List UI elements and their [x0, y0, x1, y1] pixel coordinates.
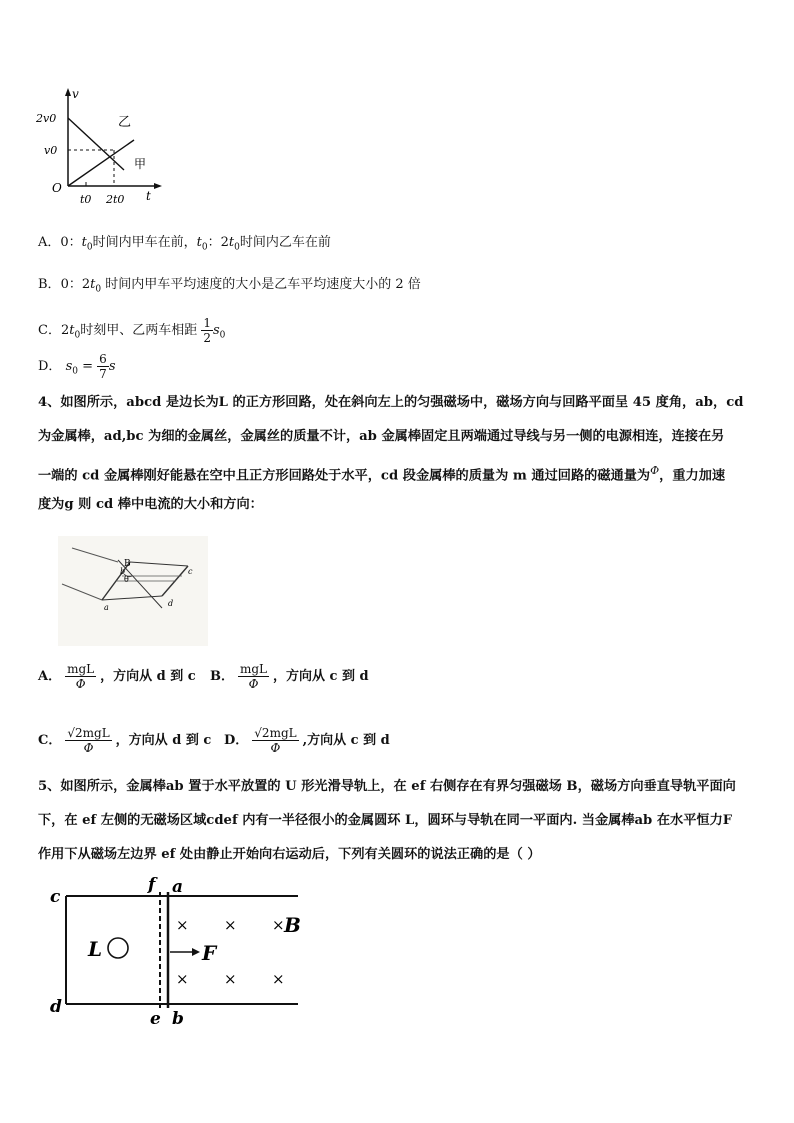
q3-option-b: B．0：$2t_0$ 时间内甲车平均速度的大小是乙车平均速度大小的 2 倍 — [38, 277, 421, 295]
label-jia: 甲 — [134, 157, 147, 171]
label-a: a — [104, 603, 109, 612]
x-axis-arrow — [154, 183, 162, 189]
q5-line-2: 下，在 ef 左侧的无磁场区域cdef 内有一半径很小的金属圆环 L，圆环与导轨在同一平面内. 当金属棒ab 在水平恒力F — [38, 813, 733, 828]
q4-option-b: B． $\frac{\text{mgL}}{\Phi}$ ，方向从 c 到 d — [210, 662, 369, 691]
x-tick-t0: t0 — [80, 193, 92, 206]
force-arrowhead — [192, 948, 200, 956]
q4-figure — [58, 536, 208, 646]
label-B: B — [284, 913, 301, 937]
label-b: b — [120, 567, 126, 576]
y-tick-2v0: 2v0 — [36, 112, 57, 125]
fraction-b: $\frac{\text{mgL}}{\Phi}$ — [240, 662, 268, 691]
q4-option-d: D． $\frac{\text{√2mgL}}{\Phi}$ ,方向从 c 到 d — [224, 726, 390, 755]
q4-option-a: A． $\frac{\text{mgL}}{\Phi}$ ，方向从 d 到 c — [38, 662, 196, 691]
fraction-d: $\frac{\text{√2mgL}}{\Phi}$ — [254, 726, 297, 755]
line-jia — [68, 140, 134, 186]
half-fraction: $\frac{1}{2}$ — [203, 316, 211, 345]
label-e: e — [150, 1009, 161, 1029]
q4-line-2: 为金属棒，ad,bc 为细的金属丝，金属丝的质量不计，ab 金属棒固定且两端通过导线与另一侧的电源相连，连接在另 — [38, 429, 725, 444]
ring-L — [108, 938, 128, 958]
label-yi: 乙 — [118, 115, 132, 130]
q3-option-a: A．0：$t_0$时间内甲车在前，$t_0$：$2t_0$时间内乙车在前 — [38, 235, 331, 253]
origin-label: O — [52, 181, 62, 195]
vt-graph — [28, 82, 168, 212]
fraction-a: $\frac{\text{mgL}}{\Phi}$ — [67, 662, 95, 691]
v-axis-label: v — [72, 87, 79, 101]
label-d: d — [50, 997, 62, 1017]
field-cross: × — [176, 916, 189, 934]
q4-line-1: 4、如图所示，abcd 是边长为L 的正方形回路，处在斜向左上的匀强磁场中，磁场方向与回路平面呈 45 度角，ab，cd — [38, 395, 744, 410]
y-axis-arrow — [65, 88, 71, 96]
q5-line-3: 作用下从磁场左边界 ef 处由静止开始向右运动后，下列有关圆环的说法正确的是（ ） — [38, 847, 541, 862]
label-F: F — [202, 941, 217, 965]
y-tick-v0: v0 — [44, 144, 58, 157]
label-c: c — [188, 567, 193, 576]
line-yi — [68, 118, 124, 170]
label-f: f — [148, 875, 156, 895]
t-axis-label: t — [146, 189, 151, 203]
label-b: b — [172, 1009, 184, 1029]
q3-option-d: D． $s_0$ = $\frac{6}{7}$ s — [38, 352, 116, 381]
label-B: B — [124, 559, 131, 569]
q4-line-3: 一端的 cd 金属棒刚好能悬在空中且正方形回路处于水平，cd 段金属棒的质量为 m 通过回路的磁通量为$^\Phi$，重力加速 — [38, 464, 726, 484]
label-d: d — [168, 599, 174, 608]
x-tick-2t0: 2t0 — [106, 193, 125, 206]
fraction-c: $\frac{\text{√2mgL}}{\Phi}$ — [67, 726, 110, 755]
field-cross: × — [176, 970, 189, 988]
field-cross: × — [224, 970, 237, 988]
q4-line-4: 度为g 则 cd 棒中电流的大小和方向： — [38, 497, 263, 512]
label-a: a — [172, 877, 184, 897]
q5-line-1: 5、如图所示，金属棒ab 置于水平放置的 U 形光滑导轨上，在 ef 右侧存在有界匀强磁场 B，磁场方向垂直导轨平面向 — [38, 779, 736, 794]
q4-option-c: C． $\frac{\text{√2mgL}}{\Phi}$ ，方向从 d 到 c — [38, 726, 212, 755]
field-cross: × — [272, 970, 285, 988]
field-cross: × — [272, 916, 285, 934]
label-L: L — [88, 937, 103, 961]
label-c: c — [50, 887, 61, 907]
field-cross: × — [224, 916, 237, 934]
label-theta: θ — [124, 575, 129, 584]
six-sevenths-fraction: $\frac{6}{7}$ — [99, 352, 107, 381]
q3-option-c: C．$2t_0$时刻甲、乙两车相距 $\frac{1}{2}$ $s_0$ — [38, 316, 226, 345]
q5-figure — [44, 872, 314, 1032]
